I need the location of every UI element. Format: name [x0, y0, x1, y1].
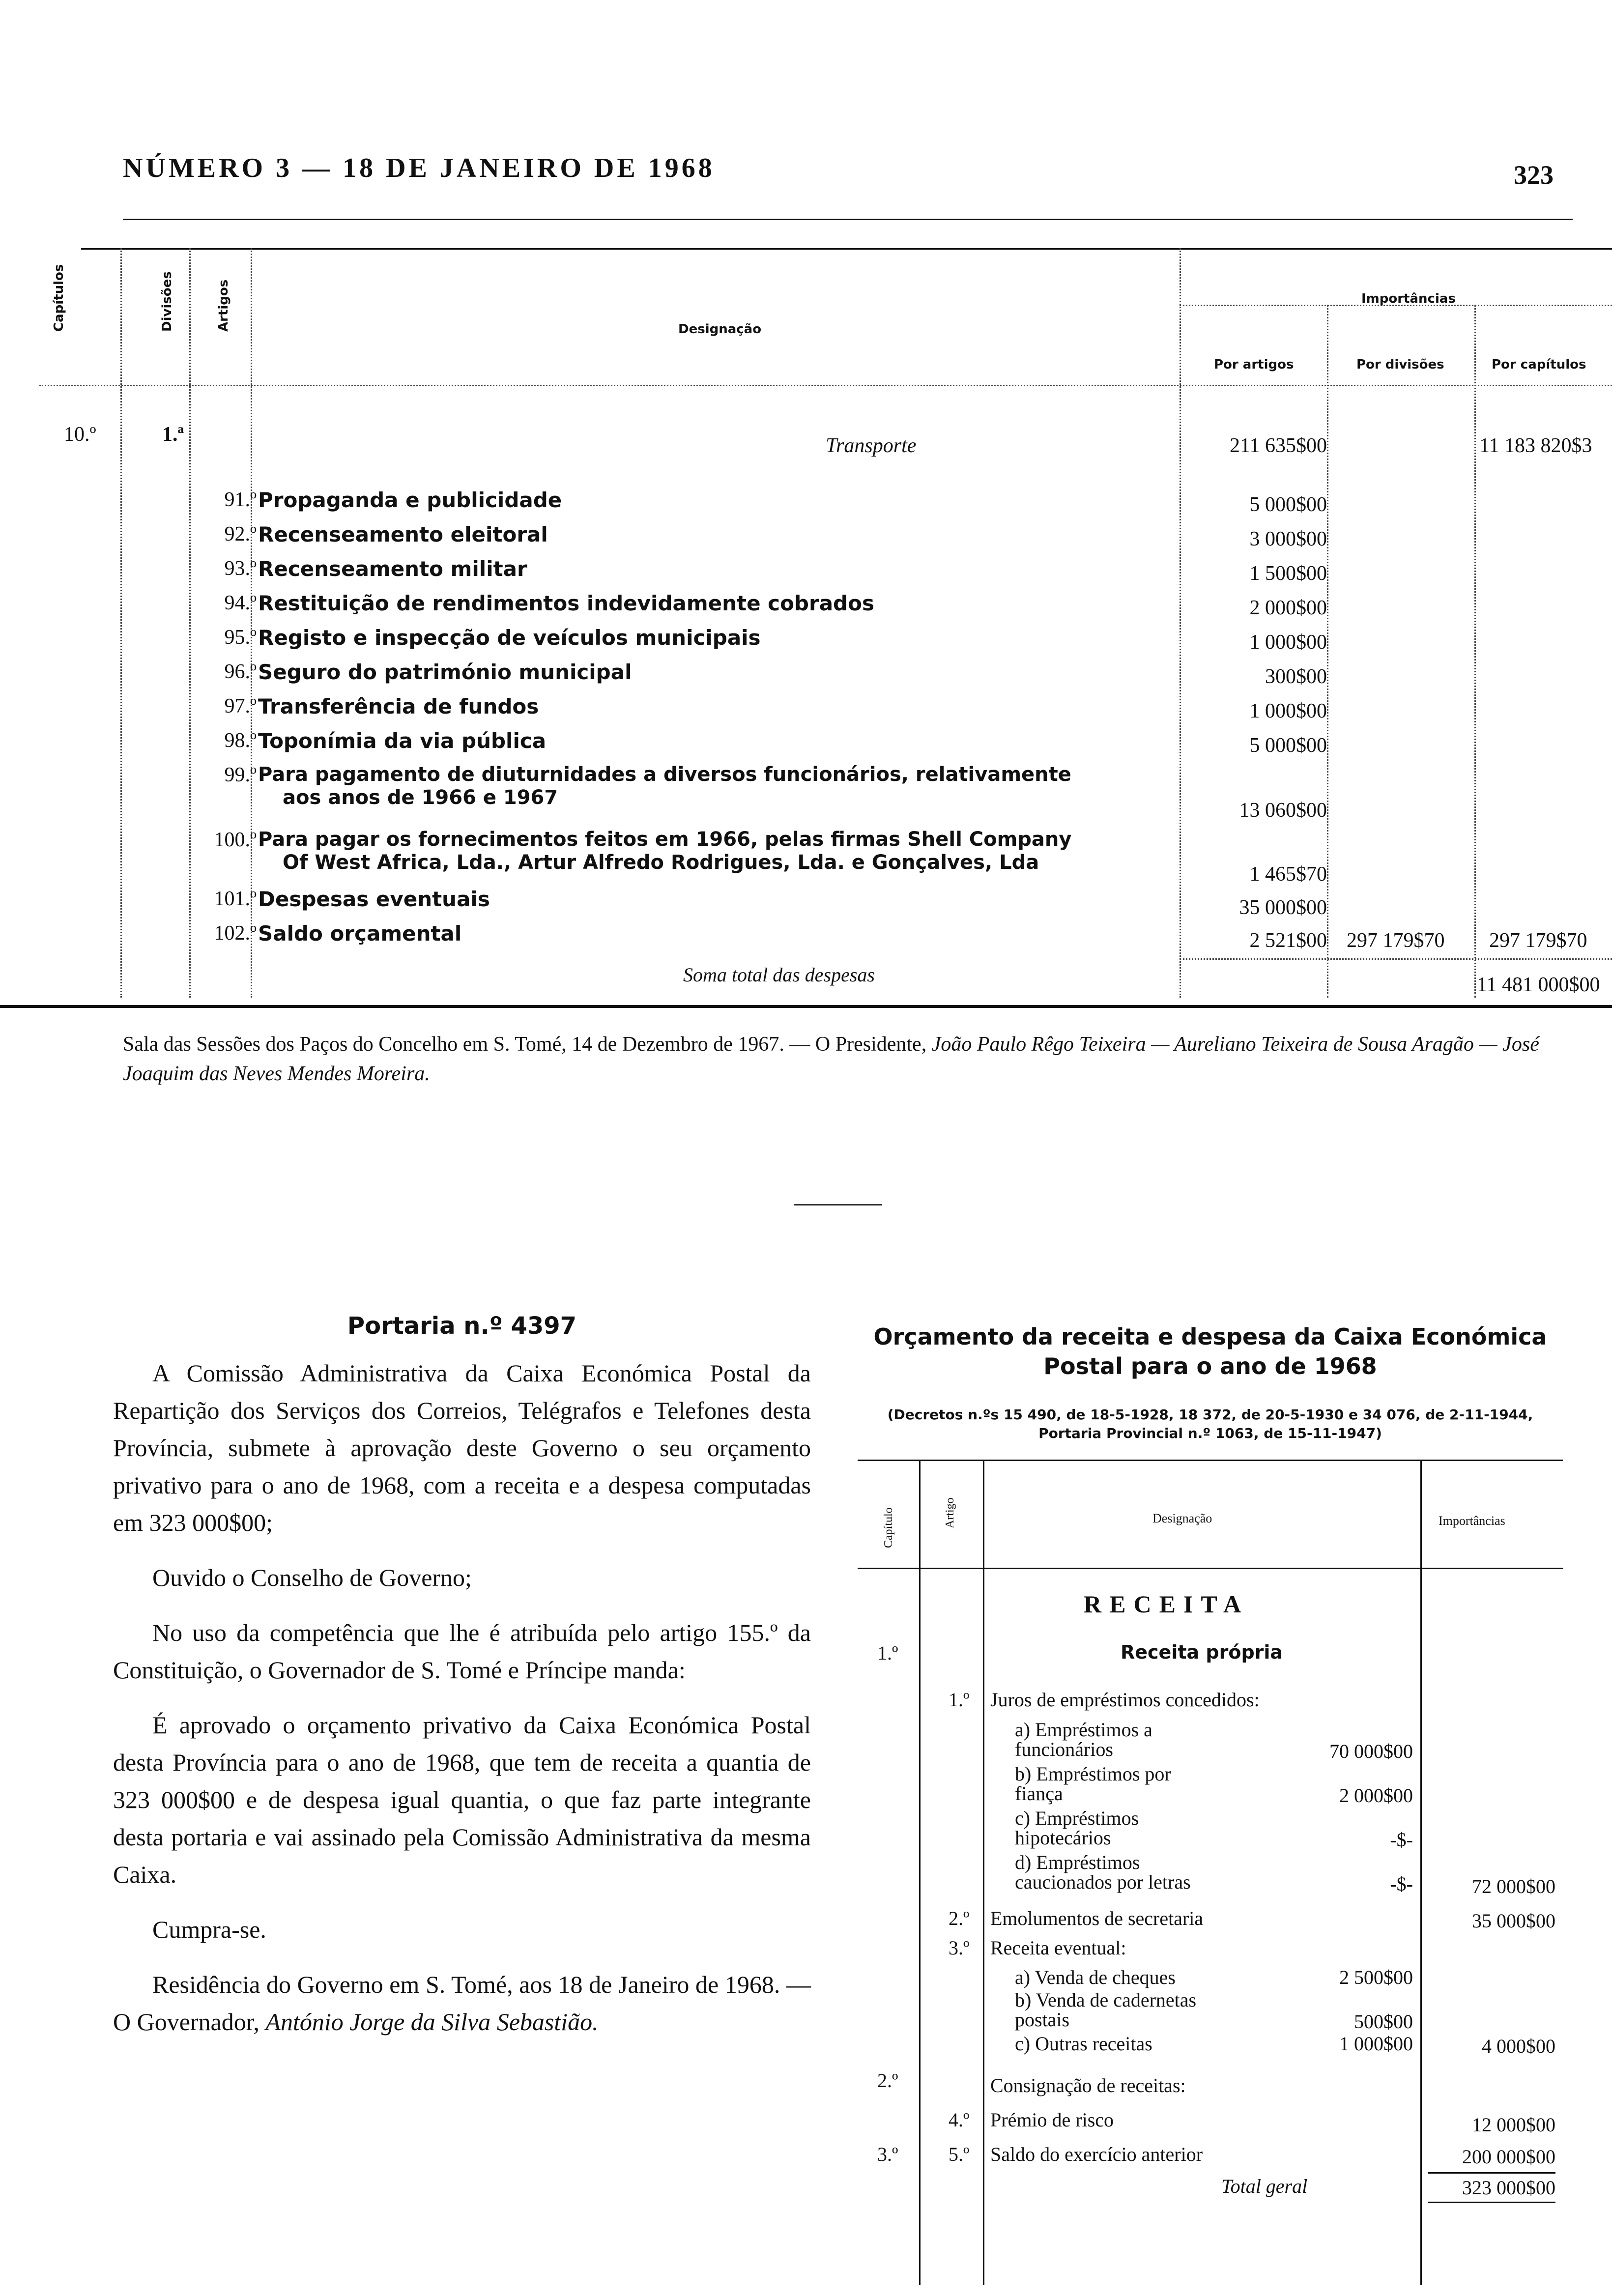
divider-art: [251, 248, 252, 998]
row-num: 91.º: [224, 488, 257, 511]
table-header-rule: [39, 385, 1612, 386]
transporte-capitulos: 11 183 820$3: [1479, 434, 1592, 457]
soma-value: 11 481 000$00: [1477, 974, 1600, 996]
item-value: 1 000$00: [1339, 2033, 1413, 2055]
budget-top-rule: [858, 1460, 1563, 1461]
premio-label: Prémio de risco: [990, 2109, 1114, 2131]
item-label: a) Venda de cheques: [1015, 1966, 1176, 1988]
col-por-divisoes: Por divisões: [1356, 357, 1444, 372]
budget-header-rule: [858, 1568, 1563, 1569]
transporte-artigos: 211 635$00: [1230, 434, 1327, 457]
budget-div-art: [983, 1460, 984, 2285]
art-cell: 4.º: [949, 2109, 970, 2131]
saldo-capitulos: 297 179$70: [1489, 929, 1587, 952]
soma-rule: [1180, 958, 1612, 960]
row-label: Restituição de rendimentos indevidamente cobrados: [258, 591, 874, 615]
total-value: 323 000$00: [1462, 2177, 1555, 2199]
emolumentos-label: Emolumentos de secretaria: [990, 1907, 1204, 1929]
budget-title: Orçamento da receita e despesa da Caixa Económica Postal para o ano de 1968: [873, 1323, 1547, 1379]
total-label: Total geral: [1221, 2175, 1308, 2197]
header-rule: [123, 219, 1573, 220]
item-label: b) Empréstimos por fiança: [1015, 1763, 1171, 1805]
premio-value: 12 000$00: [1472, 2114, 1555, 2136]
divisao-cell: 1.ª: [162, 423, 184, 446]
row-value: 5 000$00: [1249, 493, 1327, 516]
budget-subtitle: (Decretos n.ºs 15 490, de 18-5-1928, 18 372, de 20-5-1930 e 34 076, de 2-11-1944, Portaria Provincial n.º 1063, de 15-11-1947): [887, 1406, 1533, 1441]
expense-table: [0, 248, 1612, 1015]
item-value: 2 500$00: [1339, 1966, 1413, 1988]
table-top-rule: [81, 248, 1612, 250]
juros-total: 72 000$00: [1472, 1875, 1555, 1897]
divider-artigos: [1327, 305, 1328, 998]
row-num: 96.º: [224, 660, 257, 683]
row-value: 35 000$00: [1239, 896, 1327, 919]
row-num: 101.º: [214, 888, 257, 910]
saldo-divisoes: 297 179$70: [1347, 929, 1445, 952]
art-cell: 2.º: [949, 1907, 970, 1929]
governor-name: António Jorge da Silva Sebastião.: [265, 2008, 599, 2036]
soma-label: Soma total das despesas: [683, 964, 875, 986]
consignacao-label: Consignação de receitas:: [990, 2074, 1186, 2096]
portaria-paragraph: Ouvido o Conselho de Governo;: [152, 1564, 472, 1591]
row-value: 1 000$00: [1249, 631, 1327, 654]
portaria-paragraph: Cumpra-se.: [152, 1916, 266, 1943]
row-num: 98.º: [224, 729, 257, 752]
item-label: a) Empréstimos a funcionários: [1015, 1719, 1152, 1760]
row-label: Para pagar os fornecimentos feitos em 1966, pelas firmas Shell Company: [258, 828, 1072, 851]
divider-div: [189, 248, 191, 998]
budget-section: [858, 1322, 1563, 2290]
row-value: 300$00: [1265, 665, 1327, 688]
row-value: 3 000$00: [1249, 528, 1327, 550]
transporte-label: Transporte: [826, 434, 917, 457]
art-cell: 3.º: [949, 1937, 970, 1959]
col-artigos: Artigos: [216, 279, 231, 332]
row-num: 92.º: [224, 523, 257, 545]
item-value: -$-: [1390, 1829, 1413, 1851]
item-value: -$-: [1390, 1873, 1413, 1895]
portaria-residence: Residência do Governo em S. Tomé, aos 18 de Janeiro de 1968. — O Governador,: [113, 1971, 811, 2036]
divider-divisoes: [1474, 305, 1476, 998]
row-label: Propaganda e publicidade: [258, 488, 562, 512]
col-importancias: Importâncias: [1439, 1514, 1505, 1528]
row-label: Transferência de fundos: [258, 694, 539, 718]
row-label-cont: aos anos de 1966 e 1967: [283, 786, 558, 809]
col-capitulos: Capítulos: [52, 264, 66, 332]
row-label: Registo e inspecção de veículos municipais: [258, 626, 761, 650]
row-value: 1 000$00: [1249, 700, 1327, 722]
divider-cap: [120, 248, 122, 998]
cap-cell: 1.º: [877, 1642, 898, 1664]
row-num: 97.º: [224, 695, 257, 718]
row-value: 1 500$00: [1249, 562, 1327, 585]
col-designacao: Designação: [678, 322, 762, 337]
table-bottom-rule: [0, 1005, 1612, 1008]
item-value: 2 000$00: [1339, 1784, 1413, 1807]
session-signature: [123, 1030, 1587, 1089]
juros-label: Juros de empréstimos concedidos:: [990, 1689, 1260, 1711]
cap-cell: 2.º: [877, 2069, 898, 2092]
item-label: c) Empréstimos hipotecários: [1015, 1807, 1139, 1849]
eventual-label: Receita eventual:: [990, 1937, 1126, 1959]
row-value: 5 000$00: [1249, 734, 1327, 757]
row-num: 100.º: [214, 829, 257, 851]
col-por-capitulos: Por capítulos: [1492, 357, 1586, 372]
row-num: 95.º: [224, 626, 257, 649]
row-value: 1 465$70: [1249, 863, 1327, 886]
col-por-artigos: Por artigos: [1214, 357, 1294, 372]
item-value: 500$00: [1354, 2010, 1413, 2033]
col-artigo: Artigo: [944, 1497, 956, 1528]
portaria-title: Portaria n.º 4397: [347, 1312, 577, 1340]
col-capitulo: Capítulo: [882, 1507, 895, 1548]
item-value: 70 000$00: [1329, 1740, 1413, 1762]
row-label: Para pagamento de diuturnidades a diversos funcionários, relativamente: [258, 763, 1071, 786]
portaria-signoff: [113, 1966, 811, 2040]
row-num: 93.º: [224, 557, 257, 580]
art-cell: 1.º: [949, 1689, 970, 1711]
session-text: Sala das Sessões dos Paços do Concelho em S. Tomé, 14 de Dezembro de 1967. — O Presidente,: [123, 1033, 927, 1056]
art-cell: 5.º: [949, 2143, 970, 2165]
row-value: 13 060$00: [1239, 799, 1327, 822]
budget-div-desig: [1420, 1460, 1422, 2285]
portaria-paragraph: É aprovado o orçamento privativo da Caixa Económica Postal desta Província para o ano de 1968, que tem de receita a quantia de 323 000$00 e de despesa igual quantia, o que faz parte integrante desta portaria e vai assinado pela Comissão Administrativa da mesma Caixa.: [113, 1711, 811, 1888]
item-label: c) Outras receitas: [1015, 2033, 1152, 2055]
row-label: Despesas eventuais: [258, 887, 490, 911]
col-divisoes: Divisões: [160, 271, 174, 332]
saldo-value: 200 000$00: [1462, 2146, 1555, 2168]
portaria-paragraph: No uso da competência que lhe é atribuída pelo artigo 155.º da Constituição, o Governador de S. Tomé e Príncipe manda:: [113, 1619, 811, 1684]
budget-div-cap: [919, 1460, 921, 2285]
col-importancias: Importâncias: [1361, 291, 1456, 306]
row-label-cont: Of West Africa, Lda., Artur Alfredo Rodrigues, Lda. e Gonçalves, Lda: [283, 851, 1039, 874]
row-value: 2 521$00: [1249, 929, 1327, 952]
row-label: Seguro do património municipal: [258, 660, 632, 684]
portaria-text: [113, 1307, 811, 2058]
total-rule: [1428, 2172, 1555, 2174]
portaria-paragraph: A Comissão Administrativa da Caixa Económica Postal da Repartição dos Serviços dos Correios, Telégrafos e Telefones desta Província, submete à aprovação deste Governo o seu orçamento privativo para o ano de 1968, com a receita e a despesa computadas em 323 000$00;: [113, 1359, 811, 1536]
row-num: 94.º: [224, 592, 257, 614]
eventual-total: 4 000$00: [1482, 2035, 1555, 2057]
total-rule-bottom: [1428, 2202, 1555, 2203]
row-label: Toponímia da via pública: [258, 729, 547, 753]
row-label: Recenseamento eleitoral: [258, 522, 548, 546]
session-names: João Paulo Rêgo Teixeira — Aureliano Teixeira de Sousa Aragão — José Joaquim das Neves Mendes Moreira.: [123, 1033, 1539, 1085]
row-label: Recenseamento militar: [258, 557, 527, 581]
emolumentos-value: 35 000$00: [1472, 1910, 1555, 1932]
saldo-label: Saldo do exercício anterior: [990, 2143, 1203, 2165]
item-label: d) Empréstimos caucionados por letras: [1015, 1851, 1191, 1893]
receita-propria: Receita própria: [1121, 1641, 1283, 1663]
cap-cell: 3.º: [877, 2143, 898, 2165]
row-value: 2 000$00: [1249, 597, 1327, 619]
row-num: 99.º: [224, 764, 257, 786]
item-label: b) Venda de cadernetas postais: [1015, 1989, 1197, 2031]
section-separator: [794, 1204, 882, 1205]
row-num: 102.º: [214, 922, 257, 945]
row-label: Saldo orçamental: [258, 921, 462, 946]
capitulo-cell: 10.º: [64, 423, 96, 446]
receita-heading: RECEITA: [1084, 1590, 1249, 1618]
page-number: 323: [1514, 160, 1554, 190]
page-header: NÚMERO 3 — 18 DE JANEIRO DE 1968: [123, 153, 715, 183]
col-designacao: Designação: [1152, 1511, 1212, 1525]
